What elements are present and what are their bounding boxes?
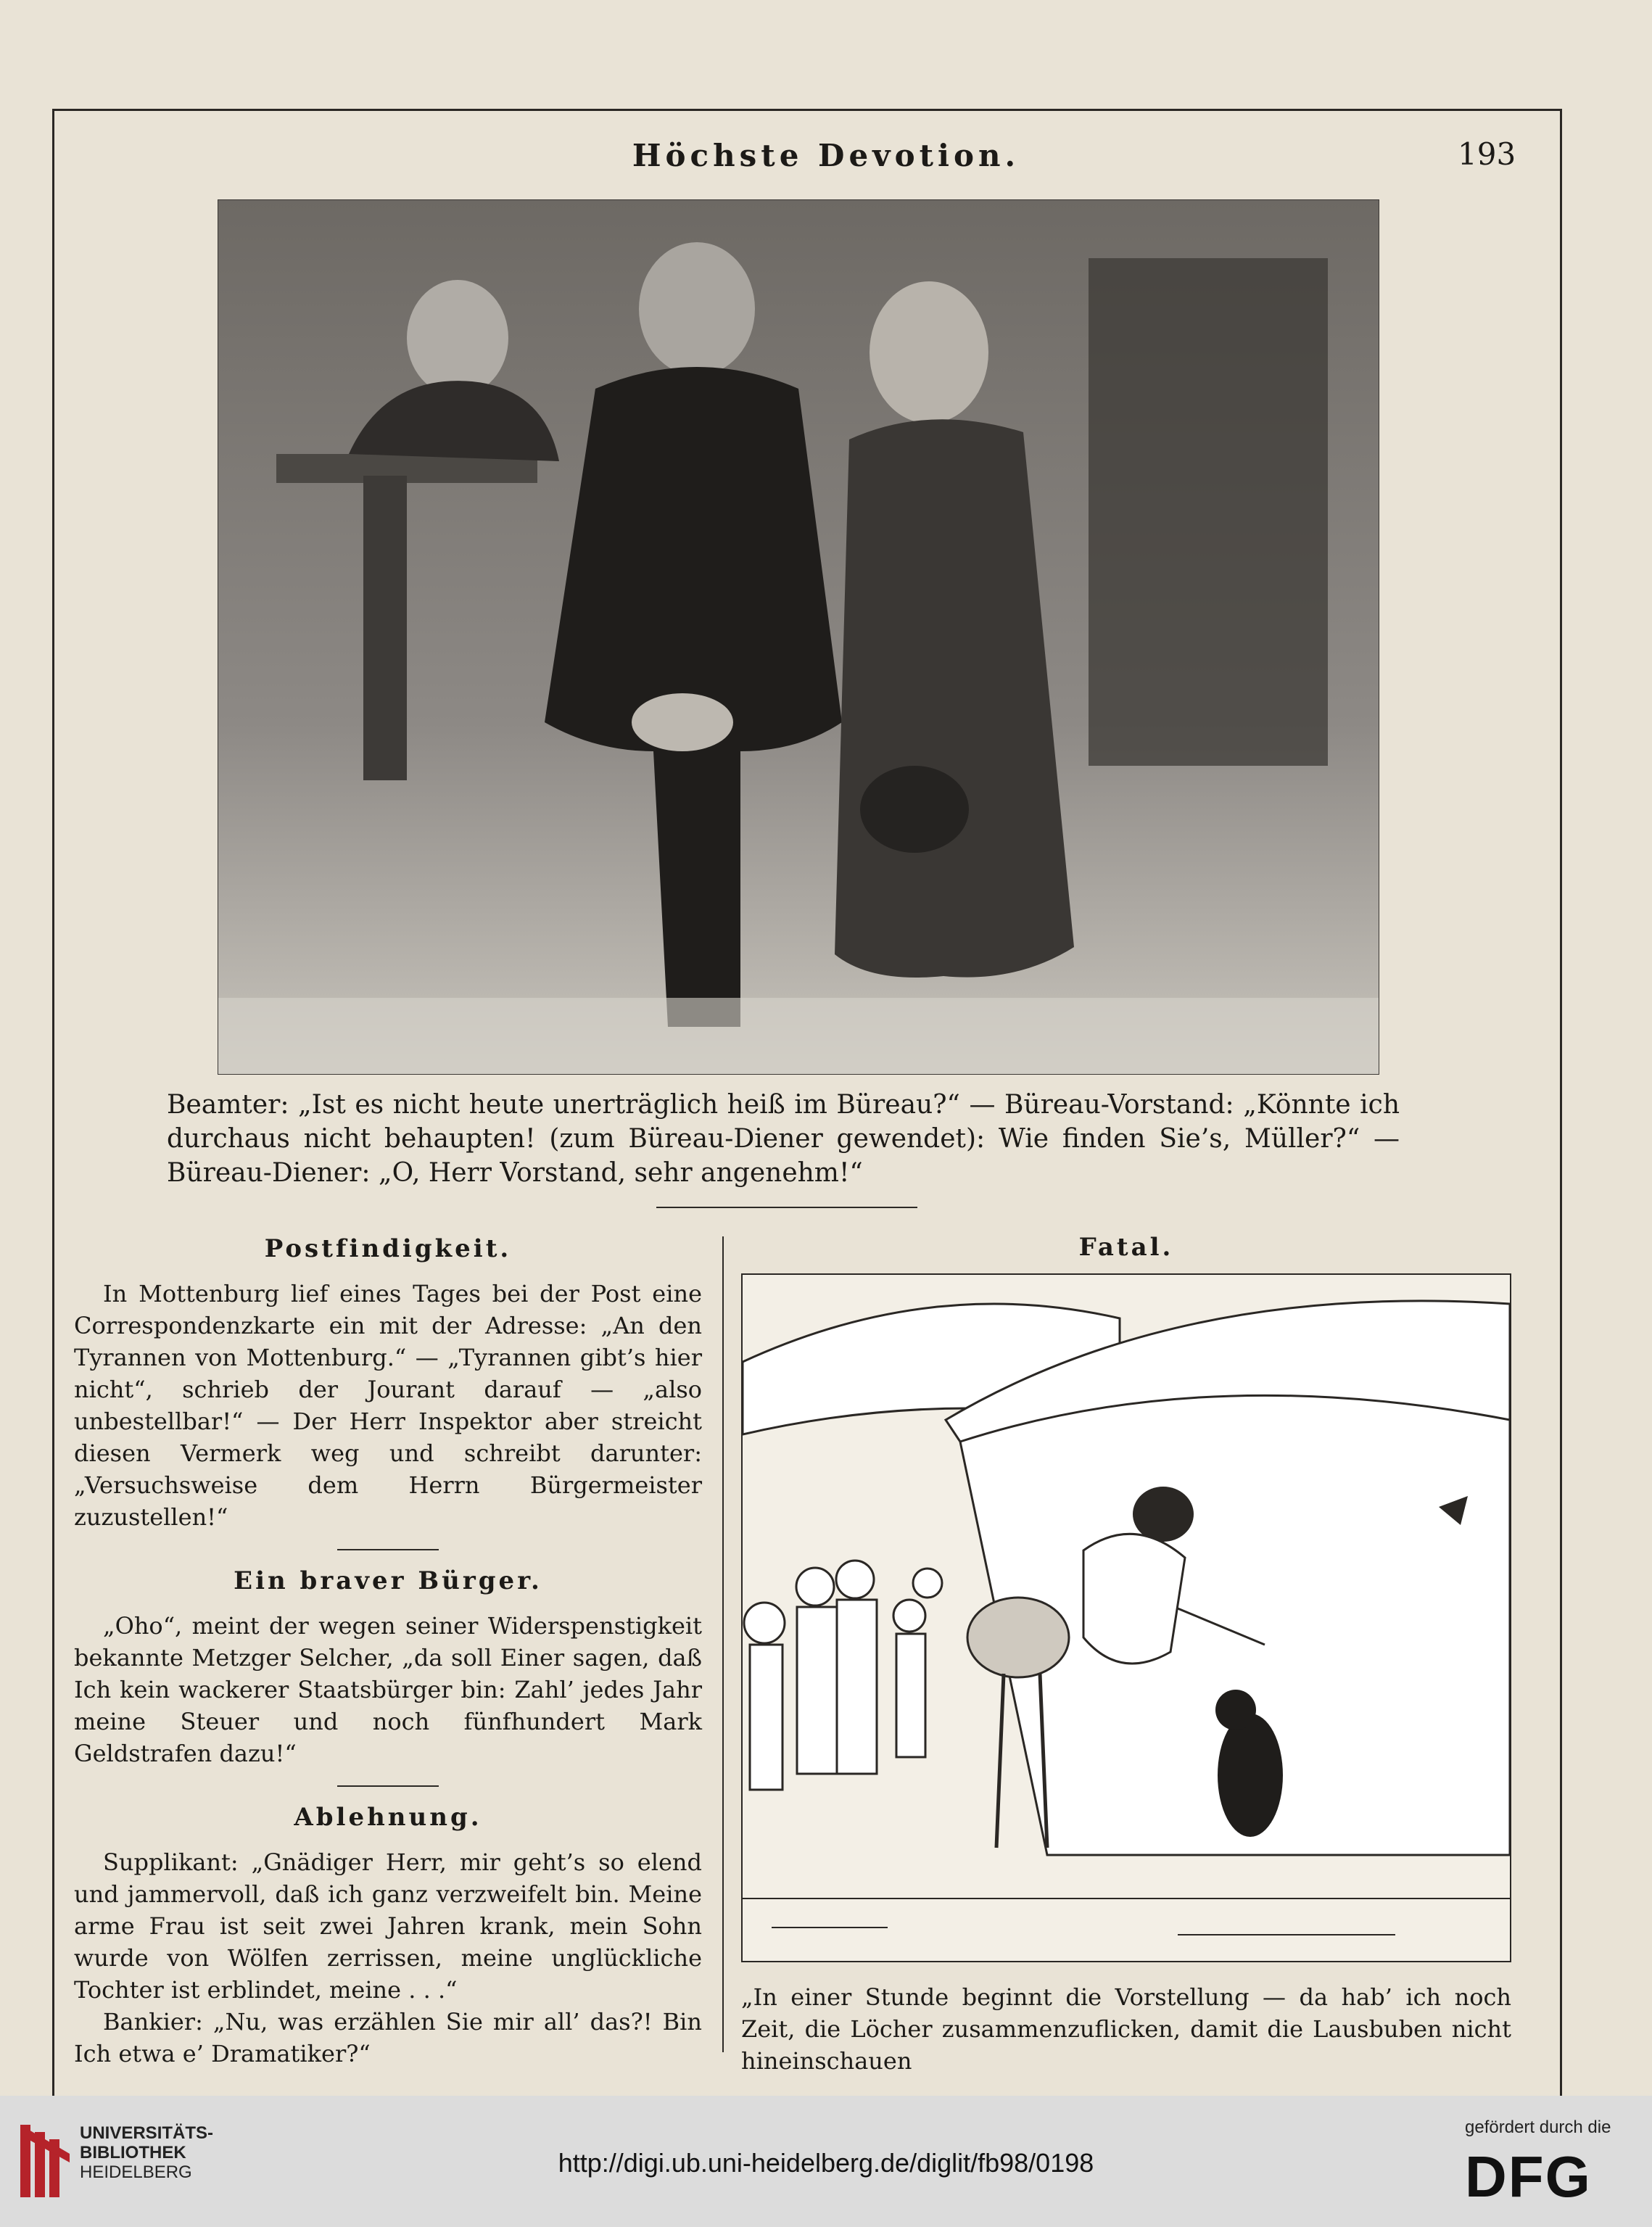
dfg-logo: DFG <box>1465 2144 1592 2209</box>
article-text-postfindigkeit: In Mottenburg lief eines Tages bei der Post eine Correspondenzkarte ein mit der Adresse: „An den Tyrannen von Mottenburg.“ — „Tyrannen gibt’s hier nicht“, schrieb der Jourant darauf — „also unbestellbar!“ — Der Herr Inspektor aber streicht diesen Vermerk weg und schreibt darunter: „Versuchsweise dem Herrn Bürgermeister zuzustellen!“ <box>74 1280 702 1531</box>
footer-bar <box>0 2096 1652 2227</box>
fatal-illustration <box>741 1273 1511 1962</box>
article-title-ablehnung: Ablehnung. <box>294 1803 482 1832</box>
left-column <box>74 1233 702 2070</box>
top-illustration <box>218 199 1379 1075</box>
logo-line-3: HEIDELBERG <box>80 2162 192 2182</box>
article-text-ablehnung-2: Bankier: „Nu, was erzählen Sie mir all’ das?! Bin Ich etwa e’ Dramatiker?“ <box>74 2008 702 2067</box>
top-illustration-caption: Beamter: „Ist es nicht heute unerträglich heiß im Büreau?“ — Büreau-Vorstand: „Könnte ich durchaus nicht behaupten! (zum Büreau-Diener gewendet): Wie finden Sie’s, Müller?“ — Büreau-Diener: „O, Herr Vorstand, sehr angenehm!“ <box>167 1090 1400 1188</box>
article-title-fatal: Fatal. <box>1078 1233 1174 1262</box>
section-divider <box>656 1207 917 1208</box>
page-number: 193 <box>1458 136 1516 172</box>
source-url-link[interactable]: http://digi.ub.uni-heidelberg.de/diglit/fb98/0198 <box>558 2148 1094 2178</box>
page-title: Höchste Devotion. <box>632 138 1020 173</box>
article-divider <box>337 1785 439 1787</box>
column-divider <box>722 1236 724 2052</box>
circus-tent-drawing <box>743 1275 1510 1961</box>
article-title-braver-buerger: Ein braver Bürger. <box>234 1566 542 1595</box>
article-divider <box>337 1549 439 1550</box>
article-text-braver-buerger: „Oho“, meint der wegen seiner Widerspenstigkeit bekannte Metzger Selcher, „da soll Einer sagen, daß Ich kein wackerer Staatsbürger bin: Zahl’ jedes Jahr meine Steuer und noch fünfhundert Mark Geldstrafen dazu!“ <box>74 1612 702 1767</box>
logo-line-1: UNIVERSITÄTS- <box>80 2123 214 2143</box>
article-title-postfindigkeit: Postfindigkeit. <box>264 1234 512 1263</box>
right-column <box>741 1233 1511 2077</box>
fatal-caption: „In einer Stunde beginnt die Vorstellung — da hab’ ich noch Zeit, die Löcher zusammenzuflicken, damit die Lausbuben nicht hineinschauen <box>741 1983 1511 2075</box>
article-text-ablehnung-1: Supplikant: „Gnädiger Herr, mir geht’s so elend und jammervoll, daß ich ganz verzweifelt bin. Meine arme Frau ist seit zwei Jahren krank, mein Sohn wurde von Wölfen zerrissen, meine unglückliche Tochter ist erblindet, meine . . .“ <box>74 1848 702 2004</box>
logo-line-2: BIBLIOTHEK <box>80 2143 186 2162</box>
office-scene-engraving <box>218 200 1379 1074</box>
funding-note: gefördert durch die <box>1465 2117 1611 2137</box>
